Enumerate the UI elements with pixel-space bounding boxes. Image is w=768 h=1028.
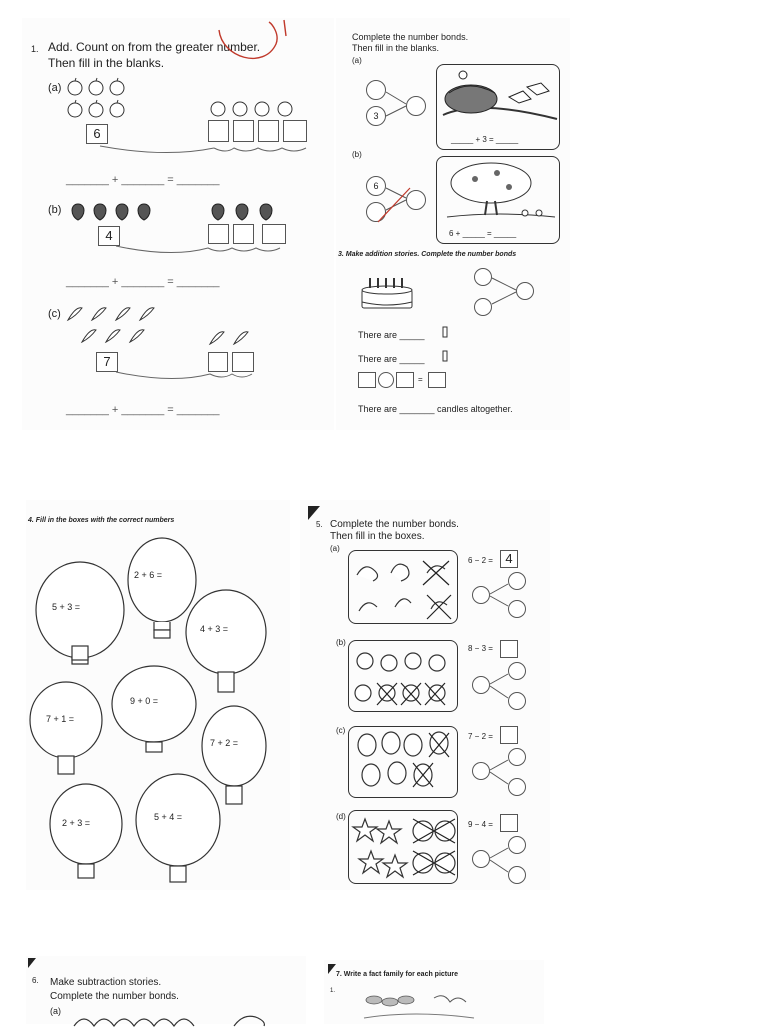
balloon-field (26, 500, 290, 890)
banana-group-left (66, 306, 166, 350)
q3-line2: There are _____ (358, 354, 425, 364)
q1c-blanks: _______ + _______ = _______ (66, 404, 220, 416)
q1c-label: (c) (48, 308, 61, 320)
q5b-picture-panel (348, 640, 458, 712)
worms-illustration (351, 553, 457, 623)
q2b-equation: 6 + _____ = _____ (449, 229, 517, 238)
q1-title-line2: Then fill in the blanks. (48, 56, 165, 70)
q1a-label: (a) (48, 82, 62, 94)
q5b-bond-lines (488, 670, 512, 702)
q2b-picture-panel (436, 156, 560, 244)
worksheet-q5 (300, 500, 550, 890)
candle-icon (440, 324, 450, 338)
corner-marker-q7 (328, 964, 336, 974)
q2b-bond-whole[interactable] (366, 202, 386, 222)
q1c-count-arrows (102, 368, 282, 388)
q3-bond-lines (490, 276, 520, 306)
starfish-illustration (351, 813, 457, 883)
q5-number: 5. (316, 520, 323, 529)
q4-balloon-2: 5 + 3 = (52, 602, 81, 612)
q1a-count-arrows (86, 136, 326, 156)
corner-marker-q6 (28, 958, 36, 968)
q5d-answer-box[interactable] (500, 814, 518, 832)
q3-line3: There are _______ candles altogether. (358, 404, 513, 414)
q5a-answer-box[interactable] (500, 550, 518, 568)
q6-title-line1: Make subtraction stories. (50, 977, 162, 988)
q4-balloon-6: 7 + 2 = (210, 738, 239, 748)
q2b-bond-lines (384, 182, 424, 222)
worksheet-q1 (22, 18, 334, 430)
q7-picture-illustration (354, 992, 484, 1022)
q5a-bond-lines (488, 580, 512, 610)
strawberry-group-right (208, 202, 288, 222)
q5b-label: (b) (336, 638, 346, 647)
q5-title-line1: Complete the number bonds. (330, 519, 459, 530)
q2a-label: (a) (352, 56, 362, 65)
q5-title-line2: Then fill in the boxes. (330, 531, 425, 542)
q3-eq-equals: = (418, 375, 423, 384)
q4-balloon-1: 2 + 6 = (134, 570, 163, 580)
q2a-equation: _____ + 3 = _____ (451, 135, 519, 144)
q5b-equation: 8 − 3 = (468, 644, 493, 653)
q5a-picture-panel (348, 550, 458, 624)
q5c-equation: 7 − 2 = (468, 732, 493, 741)
q4-title: 4. Fill in the boxes with the correct numbers (28, 517, 175, 524)
q1b-label: (b) (48, 204, 62, 216)
chicks-illustration (351, 643, 457, 711)
q7-title: 7. Write a fact family for each picture (336, 971, 459, 978)
q5d-label: (d) (336, 812, 346, 821)
q1-number: 1. (31, 44, 39, 54)
q3-eq-box-2[interactable] (396, 372, 414, 388)
q2a-bond-value: 3 (373, 111, 379, 121)
q2b-bond-given (366, 176, 386, 196)
q2-title-line1: Complete the number bonds. (352, 32, 469, 42)
q6-title-line2: Complete the number bonds. (50, 991, 179, 1002)
q5a-answer: 4 (505, 551, 513, 566)
birthday-cake-illustration (358, 272, 418, 312)
q2b-label: (b) (352, 150, 362, 159)
q1b-start-value: 4 (105, 228, 113, 243)
q5c-bond-lines (488, 756, 512, 788)
candle-icon-2 (440, 348, 450, 362)
q4-balloon-7: 2 + 3 = (62, 818, 91, 828)
q6a-label: (a) (50, 1006, 61, 1016)
q1a-blanks: _______ + _______ = _______ (66, 174, 220, 186)
q1-title-line1: Add. Count on from the greater number. (48, 40, 261, 54)
worksheet-q4 (26, 500, 290, 890)
worksheet-q2-q3 (336, 18, 570, 430)
q3-eq-box-3[interactable] (428, 372, 446, 388)
q2a-bond-given (366, 106, 386, 126)
q7-sub: 1. (330, 988, 336, 994)
bird-nest-illustration (439, 69, 559, 129)
q2-title-line2: Then fill in the blanks. (352, 43, 440, 53)
worksheet-q7 (324, 960, 544, 1024)
q5d-bond-lines (488, 844, 512, 876)
q3-line1: There are _____ (358, 330, 425, 340)
q4-balloon-8: 5 + 4 = (154, 812, 183, 822)
worksheet-q6 (26, 956, 306, 1024)
q2a-bond-whole[interactable] (366, 80, 386, 100)
q4-balloon-4: 9 + 0 = (130, 696, 159, 706)
q4-balloon-5: 7 + 1 = (46, 714, 75, 724)
q5c-answer-box[interactable] (500, 726, 518, 744)
q3-eq-box-1[interactable] (358, 372, 376, 388)
q5c-label: (c) (336, 726, 346, 735)
q6-number: 6. (32, 976, 39, 985)
q3-title: 3. Make addition stories. Complete the number bonds (338, 251, 517, 258)
q5a-equation: 6 − 2 = (468, 556, 493, 565)
red-pen-mark (214, 18, 294, 68)
q2a-bond-lines (384, 88, 424, 128)
q5b-answer-box[interactable] (500, 640, 518, 658)
q2a-picture-panel (436, 64, 560, 150)
q4-balloon-3: 4 + 3 = (200, 624, 229, 634)
apple-tree-illustration (439, 159, 559, 221)
q5c-picture-panel (348, 726, 458, 798)
q1a-start-value: 6 (93, 126, 101, 141)
strawberry-group-left (70, 202, 170, 222)
q2b-bond-value: 6 (373, 181, 379, 191)
q5a-label: (a) (330, 544, 340, 553)
apple-group-right (208, 98, 318, 120)
q1b-count-arrows (102, 240, 302, 260)
q3-eq-operator[interactable] (378, 372, 394, 388)
q1c-start-value: 7 (103, 354, 111, 369)
banana-group-right (208, 328, 258, 348)
q5d-picture-panel (348, 810, 458, 884)
balloons-illustration (351, 729, 457, 797)
q5d-equation: 9 − 4 = (468, 820, 493, 829)
apple-group-left (66, 78, 186, 128)
q6a-illustration (74, 1008, 274, 1028)
q1b-blanks: _______ + _______ = _______ (66, 276, 220, 288)
